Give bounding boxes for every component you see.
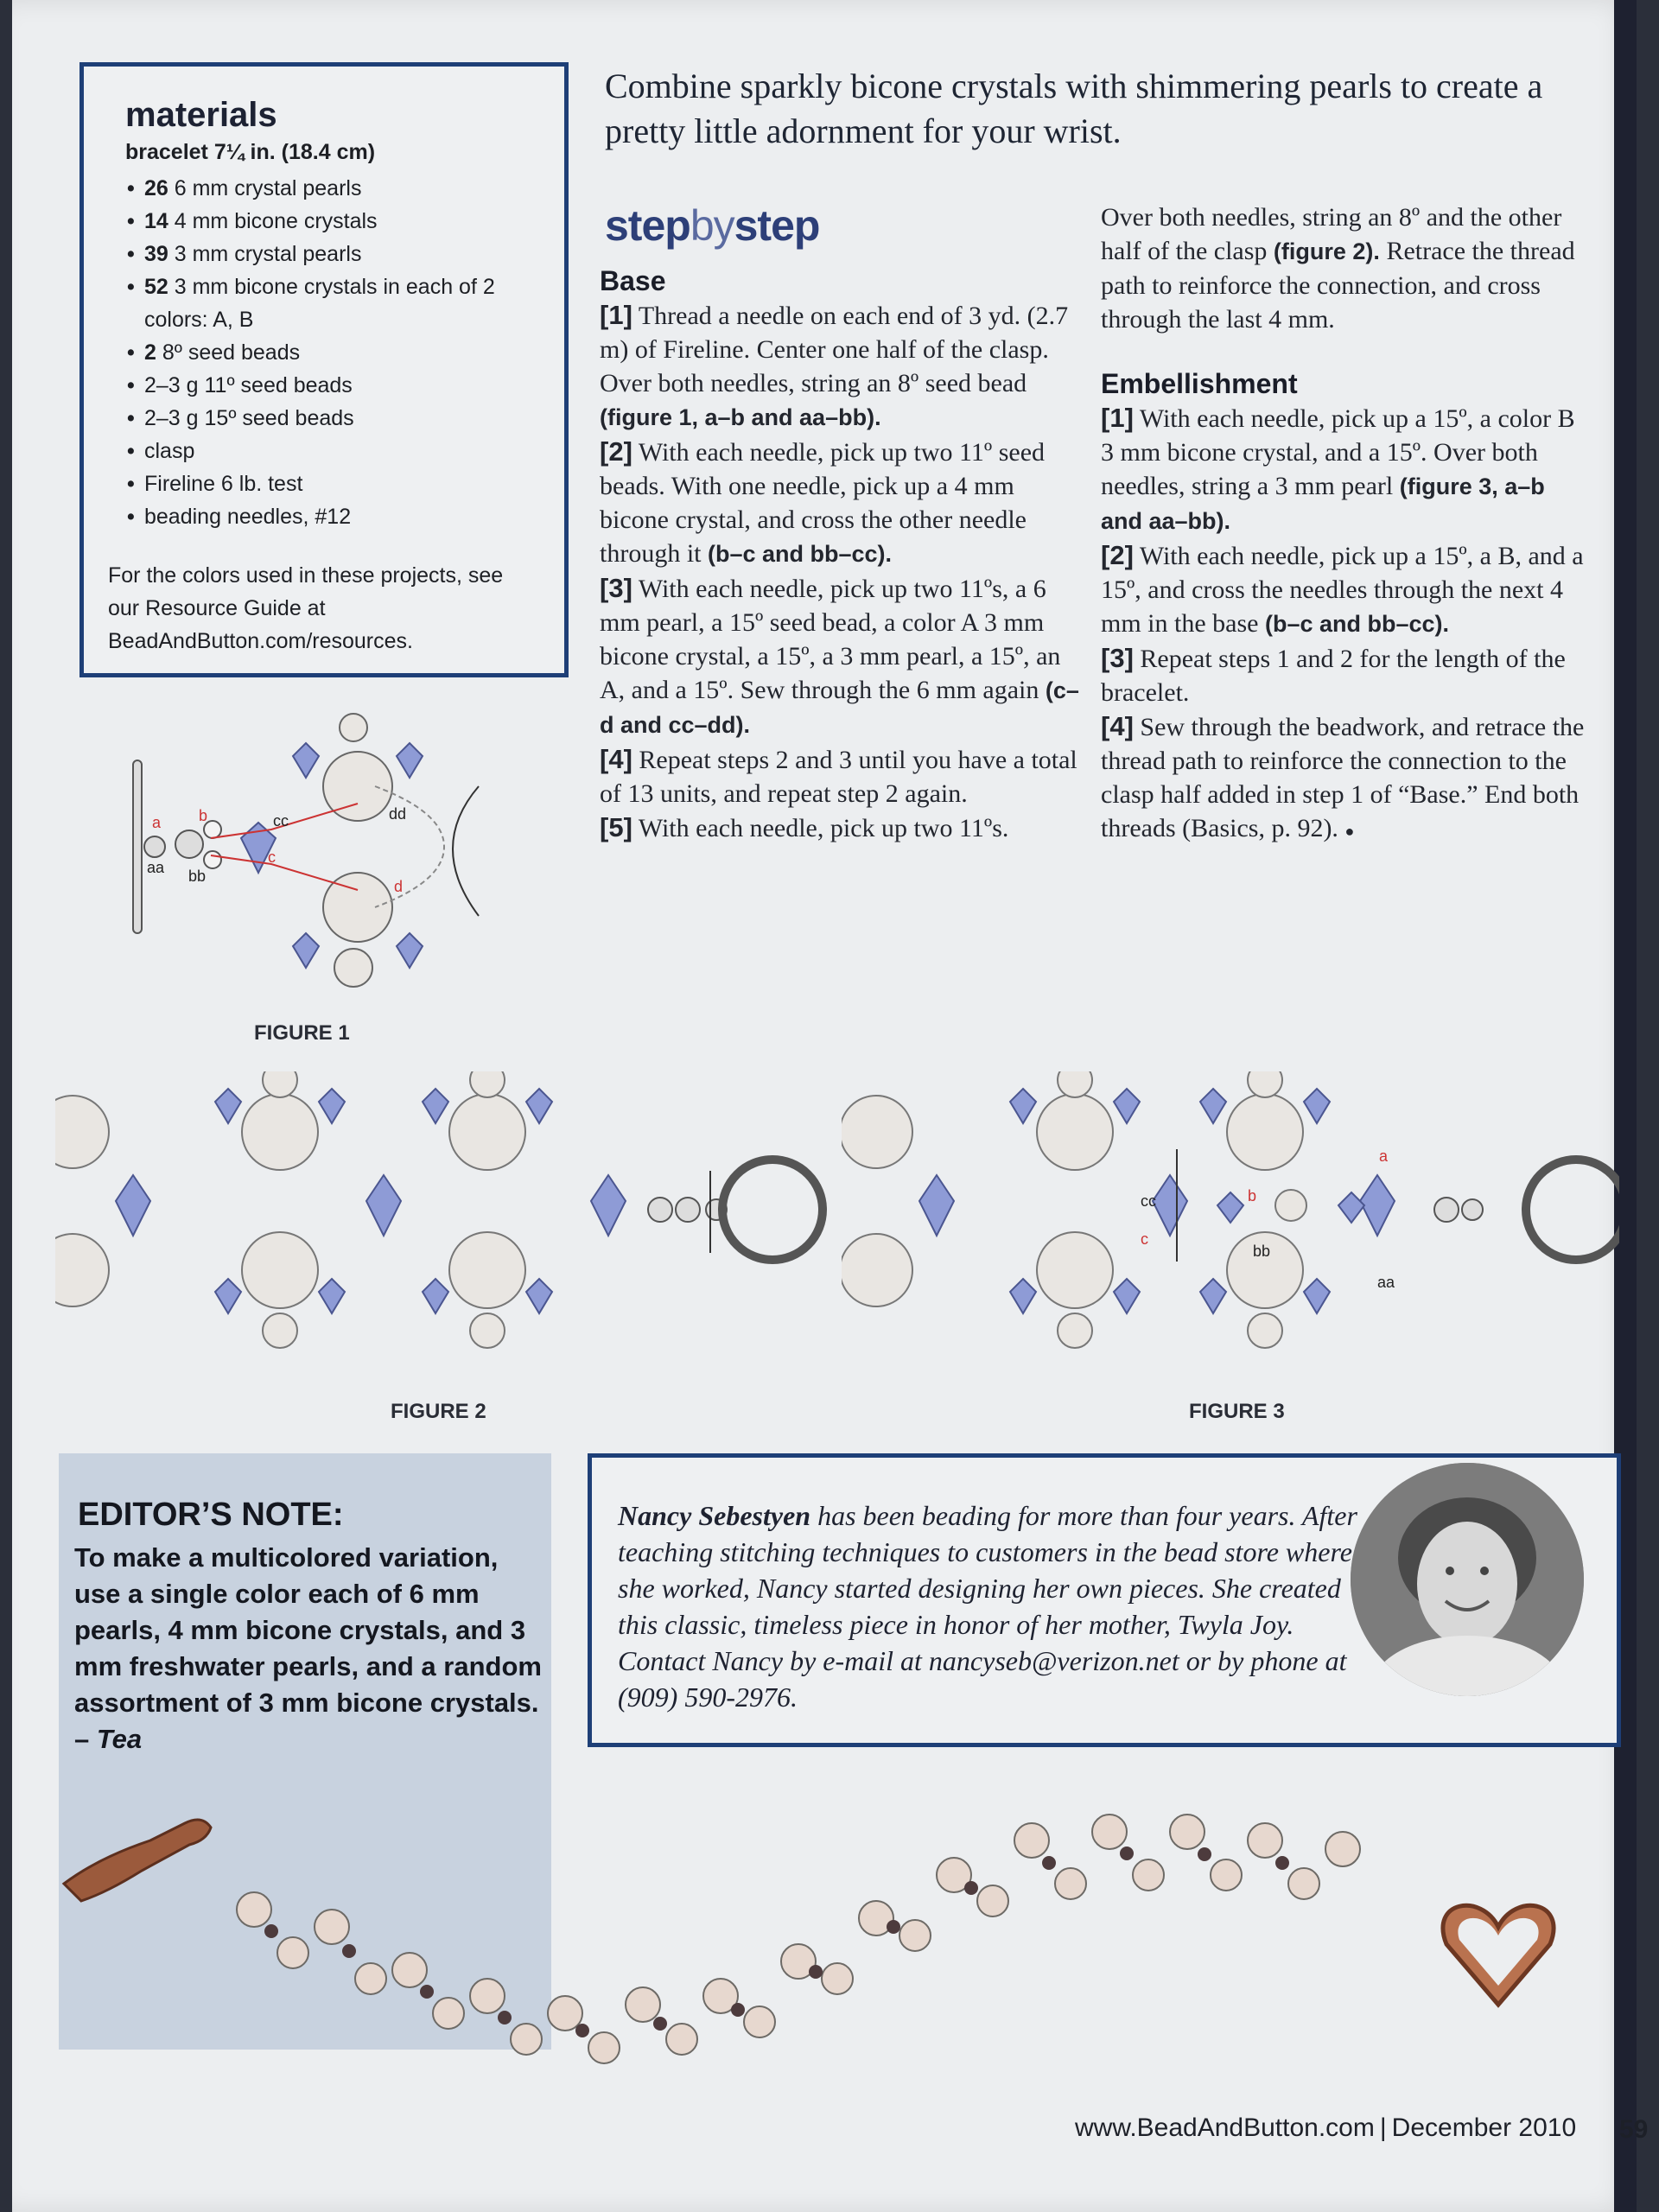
embellishment-heading: Embellishment: [1101, 368, 1298, 399]
embellishment-step-2: [2] With each needle, pick up a 15º, a B, and a 15º, and cross the needles through the next 4 mm in the base (b–c and bb–cc).: [1101, 540, 1584, 638]
author-bio-box: [588, 1453, 1621, 1747]
fig3-label-b: b: [1248, 1187, 1257, 1205]
list-item: • 2–3 g 11º seed beads: [144, 369, 538, 402]
base-step-5: [5] With each needle, pick up two 11ºs.: [600, 812, 1009, 842]
intro-text: Combine sparkly bicone crystals with shimmering pearls to create a pretty little adornment for your wrist.: [605, 67, 1543, 150]
materials-box: [79, 62, 569, 677]
fig1-label-b: b: [199, 807, 208, 824]
figure-1-label: FIGURE 1: [254, 1021, 350, 1045]
base-step-2: [2] With each needle, pick up two 11º seed beads. With one needle, pick up a 4 mm bicone crystal, and cross the other needle through it (b–c and bb–cc).: [600, 436, 1046, 568]
list-item: • 2 8º seed beads: [144, 336, 538, 369]
embellishment-step-3: [3] Repeat steps 1 and 2 for the length of the bracelet.: [1101, 643, 1566, 707]
page-footer: www.BeadAndButton.com | December 2010: [1075, 2113, 1577, 2142]
footer-website: www.BeadAndButton.com: [1075, 2113, 1375, 2142]
fig1-label-bb: bb: [188, 868, 207, 885]
list-item: • 26 6 mm crystal pearls: [144, 172, 538, 205]
list-item: • Fireline 6 lb. test: [144, 467, 538, 500]
editors-note-heading: EDITOR’S NOTE:: [78, 1497, 344, 1533]
base-instructions: [600, 264, 1084, 845]
embellishment-step-1: [1] With each needle, pick up a 15º, a color B 3 mm bicone crystal, and a 15º. Over both needles, string a 3 mm pearl (figure 3, a–b and aa–bb).: [1101, 403, 1575, 534]
fig3-label-a: a: [1379, 1147, 1389, 1165]
figure-1-diagram: [116, 709, 531, 1002]
fig1-label-d: d: [394, 878, 404, 895]
list-item: • 14 4 mm bicone crystals: [144, 205, 538, 238]
figure-3-diagram: [842, 1071, 1619, 1382]
step-by-step-title: stepbystep: [605, 201, 820, 250]
materials-heading: materials: [125, 96, 277, 134]
fig1-label-a: a: [152, 814, 162, 831]
fig1-label-aa: aa: [147, 859, 165, 876]
list-item: • 52 3 mm bicone crystals in each of 2 colors: A, B: [144, 270, 538, 336]
fig3-label-aa: aa: [1377, 1274, 1395, 1291]
footer-issue: December 2010: [1391, 2113, 1577, 2142]
fig3-label-c: c: [1141, 1230, 1148, 1248]
list-item: • clasp: [144, 435, 538, 467]
base-step-3: [3] With each needle, pick up two 11ºs, a 6 mm pearl, a 15º seed bead, a color A 3 mm bicone crystal, a 15º, a 3 mm pearl, a 15º, an A, and a 15º. Sew through the 6 mm again (c–d and cc–dd).: [600, 573, 1079, 738]
fig3-label-cc: cc: [1141, 1192, 1156, 1210]
base-step-5-continued: Over both needles, string an 8º and the other half of the clasp (figure 2). Retrace the thread path to reinforce the connection, and cross through the last 4 mm.: [1101, 203, 1575, 334]
editors-note-text: To make a multicolored variation, use a single color each of 6 mm pearls, 4 mm bicone crystals, and 3 mm freshwater pearls, and a random assortment of 3 mm bicone crystals. – Tea: [74, 1542, 542, 1754]
magazine-page: [12, 0, 1649, 2212]
list-item: • beading needles, #12: [144, 500, 538, 533]
page-number: 59: [1619, 2115, 1649, 2144]
base-step-4: [4] Repeat steps 2 and 3 until you have a total of 13 units, and repeat step 2 again.: [600, 744, 1077, 808]
materials-list: [125, 172, 538, 533]
resource-guide-note: For the colors used in these projects, see our Resource Guide at BeadAndButton.com/resources.: [108, 563, 504, 653]
figure-2-label: FIGURE 2: [391, 1400, 486, 1423]
list-item: • 2–3 g 15º seed beads: [144, 402, 538, 435]
author-bio-text: Nancy Sebestyen has been beading for more than four years. After teaching stitching techniques to customers in the bead store where she worked, Nancy started designing her own pieces. She created this classic, timeless piece in honor of her mother, Twyla Joy. Contact Nancy by e-mail at nancyseb@verizon.net or by phone at (909) 590-2976.: [618, 1500, 1357, 1713]
fig3-label-bb: bb: [1253, 1243, 1271, 1260]
author-photo: [1351, 1463, 1584, 1696]
list-item: • 39 3 mm crystal pearls: [144, 238, 538, 270]
materials-subtitle: bracelet 7¼ in. (18.4 cm): [125, 140, 376, 164]
figure-3-label: FIGURE 3: [1189, 1400, 1285, 1423]
bracelet-photo: [47, 1754, 1567, 2091]
embellishment-step-4: [4] Sew through the beadwork, and retrace the thread path to reinforce the connection to the clasp half added in step 1 of “Base.” End both threads (Basics, p. 92). ●: [1101, 711, 1585, 842]
base-heading: Base: [600, 265, 666, 296]
fig1-label-cc: cc: [273, 812, 289, 830]
base-step-1: [1] Thread a needle on each end of 3 yd. (2.7 m) of Fireline. Center one half of the clasp. Over both needles, string an 8º seed bead (figure 1, a–b and aa–bb).: [600, 300, 1069, 430]
embellishment-instructions: [1101, 200, 1585, 849]
fig1-label-dd: dd: [389, 805, 407, 823]
figure-2-diagram: [55, 1071, 833, 1382]
fig1-label-c: c: [268, 849, 276, 866]
